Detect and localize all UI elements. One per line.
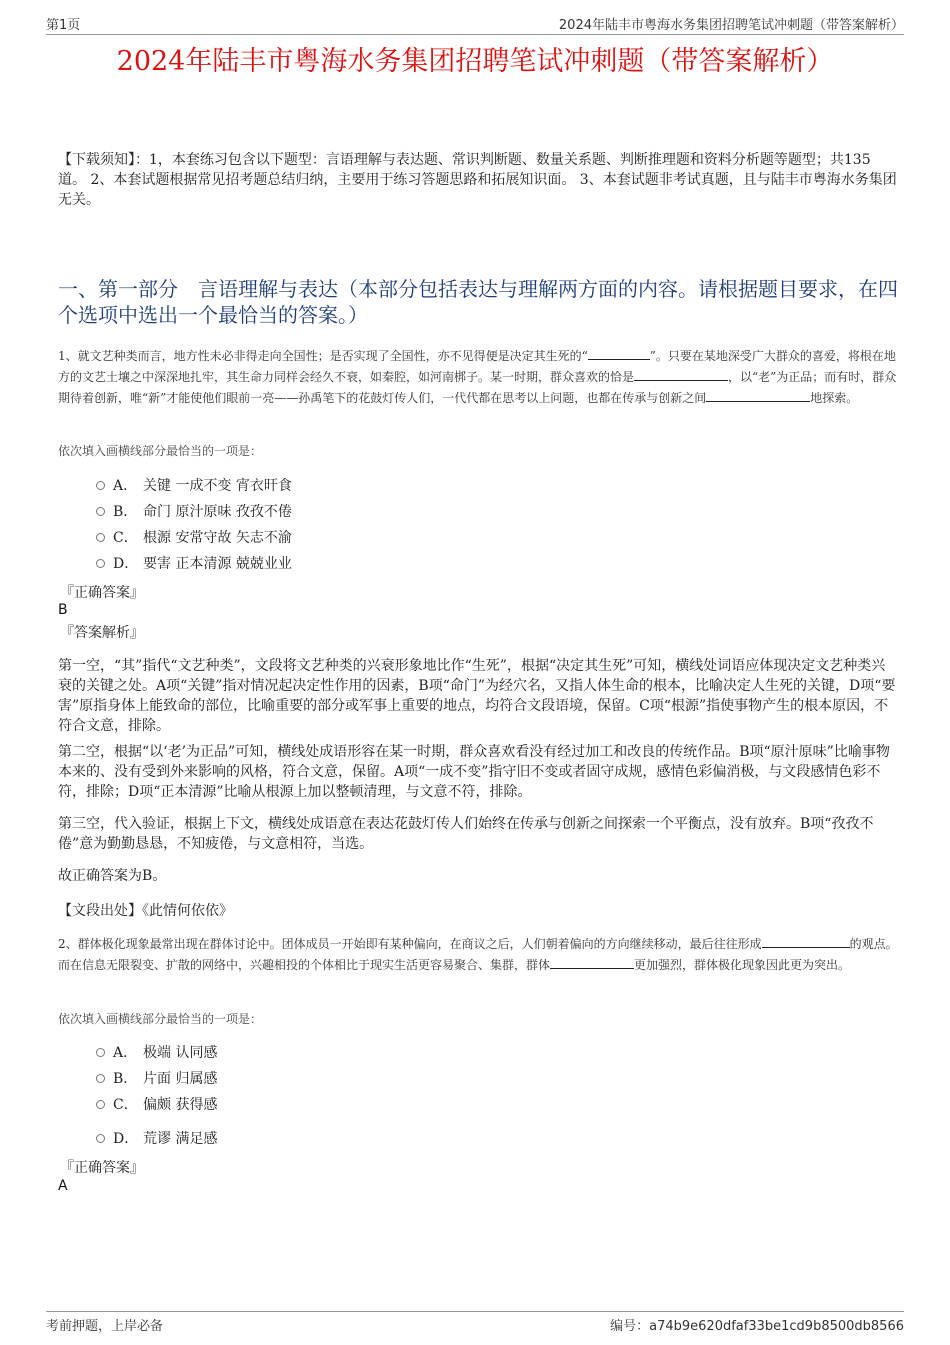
blank-5 — [550, 956, 634, 969]
q1-analysis-1: 第一空，“其”指代“文艺种类”，文段将文艺种类的兴衰形象地比作“生死”，根据“决定其生死”可知，横线处词语应体现决定文艺种类兴衰的关键之处。A项“关键”指对情况起决定性作用的因素，B项“命门”为经穴名，又指人体生命的根本，比喻决定人生死的关键，D项“要害”原指身体上能致命的部位，比喻重要的部分或军事上重要的地点，均符合文段语境，保留。C项“根源”指使事物产生的根本原因，不符合文意，排除。 — [58, 658, 896, 734]
section-title: 一、第一部分 言语理解与表达（本部分包括表达与理解两方面的内容。请根据题目要求，在四个选项中选出一个最恰当的答案。） — [58, 277, 898, 327]
footer-id: 编号：a74b9e620dfaf33be1cd9b8500db8566 — [610, 1319, 904, 1334]
q1-option-c[interactable]: C． 根源 安常守故 矢志不渝 — [96, 528, 292, 548]
radio-icon[interactable] — [96, 481, 105, 490]
radio-icon[interactable] — [96, 1134, 105, 1143]
blank-1 — [588, 347, 650, 360]
radio-icon[interactable] — [96, 1048, 105, 1057]
page-header — [46, 14, 904, 35]
footer-slogan: 考前押题，上岸必备 — [46, 1319, 164, 1334]
question-1-text: 1、就文艺种类而言，地方性未必非得走向全国性；是否实现了全国性，亦不见得便是决定其生死的“ ”。只要在某地深受广大群众的喜爱，将根在地方的文艺土壤之中深深地扎牢，其生命力同样会经久不衰，如秦腔，如河南梆子。某一时期，群众喜欢的恰是 ，以“老”为正品；而有时，群众期待着创新，唯“新”才能使他们眼前一亮——孙禹笔下的花鼓灯传人们，一代代都在思考以上问题，也都在传承与创新之间 地探索。 — [58, 349, 897, 405]
radio-icon[interactable] — [96, 1100, 105, 1109]
q2-option-d[interactable]: D． 荒谬 满足感 — [96, 1129, 217, 1149]
radio-icon[interactable] — [96, 533, 105, 542]
question-1-prompt: 依次填入画横线部分最恰当的一项是： — [58, 444, 263, 458]
q1-option-a[interactable]: A． 关键 一成不变 宵衣旰食 — [96, 476, 292, 496]
page-footer — [46, 1311, 904, 1334]
q2-option-b[interactable]: B． 片面 归属感 — [96, 1069, 217, 1089]
radio-icon[interactable] — [96, 559, 105, 568]
q2-answer: A — [58, 1178, 68, 1194]
q1-answer-label: 『正确答案』 — [60, 585, 144, 601]
q2-option-c[interactable]: C． 偏颇 获得感 — [96, 1095, 217, 1115]
q1-analysis-2: 第二空，根据“以‘老’为正品”可知，横线处成语形容在某一时期，群众喜欢看没有经过加工和改良的传统作品。B项“原汁原味”比喻事物本来的、没有受到外来影响的风格，符合文意，保留。A项“一成不变”指守旧不变或者固守成规，感情色彩偏消极，与文段感情色彩不符，排除；D项“正本清源”比喻从根源上加以整顿清理，与文意不符，排除。 — [58, 744, 890, 800]
q1-analysis-3: 第三空，代入验证，根据上下文，横线处成语意在表达花鼓灯传人们始终在传承与创新之间探索一个平衡点，没有放弃。B项“孜孜不倦”意为勤勤恳恳，不知疲倦，与文意相符，当选。 — [58, 816, 874, 852]
radio-icon[interactable] — [96, 1074, 105, 1083]
q1-option-d[interactable]: D． 要害 正本清源 兢兢业业 — [96, 554, 292, 574]
blank-2 — [634, 368, 728, 381]
blank-3 — [706, 389, 810, 402]
page-number: 第1页 — [46, 18, 81, 33]
q1-answer: B — [58, 602, 68, 618]
question-2-prompt: 依次填入画横线部分最恰当的一项是： — [58, 1012, 263, 1026]
download-notice: 【下载须知】：1，本套练习包含以下题型：言语理解与表达题、常识判断题、数量关系题、判断推理题和资料分析题等题型；共135道。 2、本套试题根据常见招考题总结归纳，主要用于练习答题思路和拓展知识面。 3、本套试题非考试真题，且与陆丰市粤海水务集团无关。 — [58, 152, 897, 208]
radio-icon[interactable] — [96, 507, 105, 516]
q1-source: 【文段出处】《此情何依依》 — [58, 903, 233, 919]
question-2-text: 2、群体极化现象最常出现在群体讨论中。团体成员一开始即有某种偏向，在商议之后，人们朝着偏向的方向继续移动，最后往往形成 的观点。而在信息无限裂变、扩散的网络中，兴趣相投的个体相比于现实生活更容易聚合、集群，群体 更加强烈，群体极化现象因此更为突出。 — [58, 937, 898, 972]
document-title: 2024年陆丰市粤海水务集团招聘笔试冲刺题（带答案解析） — [116, 46, 834, 77]
q2-option-a[interactable]: A． 极端 认同感 — [96, 1043, 217, 1063]
q1-analysis-4: 故正确答案为B。 — [58, 868, 167, 884]
blank-4 — [762, 935, 850, 948]
q1-option-b[interactable]: B． 命门 原汁原味 孜孜不倦 — [96, 502, 292, 522]
header-title: 2024年陆丰市粤海水务集团招聘笔试冲刺题（带答案解析） — [558, 18, 904, 33]
q1-analysis-label: 『答案解析』 — [60, 625, 144, 641]
q2-answer-label: 『正确答案』 — [60, 1160, 144, 1176]
